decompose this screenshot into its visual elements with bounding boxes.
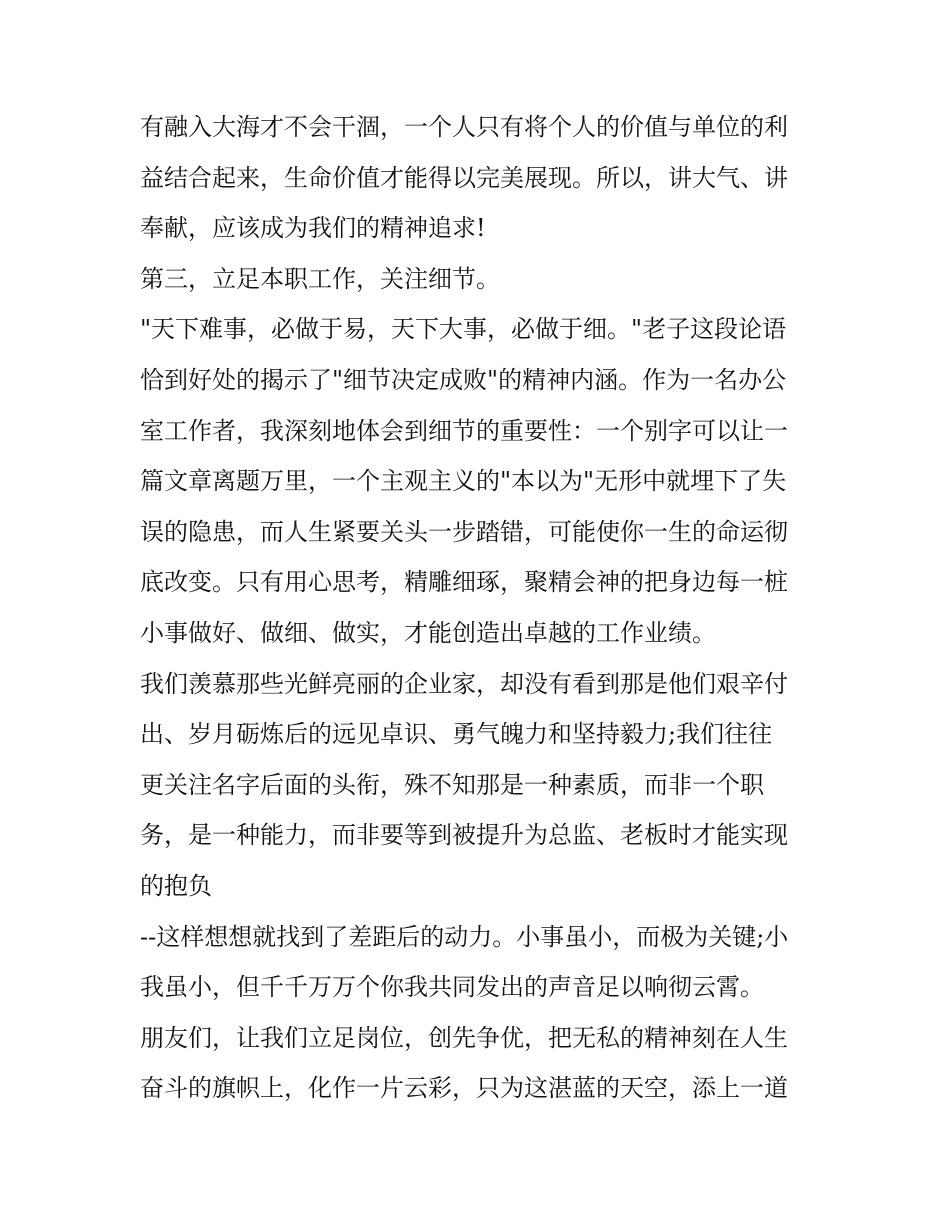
text-line-16: 的抱负 xyxy=(140,871,212,900)
text-line-11: 小事做好、做细、做实，才能创造出卓越的工作业绩。 xyxy=(140,618,716,647)
text-line-15: 务，是一种能力，而非要等到被提升为总监、老板时才能实现 xyxy=(140,821,788,850)
text-line-1: 有融入大海才不会干涸，一个人只有将个人的价值与单位的利 xyxy=(140,113,788,141)
text-line-19: 朋友们，让我们立足岗位，创先争优，把无私的精神刻在人生 xyxy=(140,1023,788,1052)
text-line-18: 我虽小，但千千万万个你我共同发出的声音足以响彻云霄。 xyxy=(140,973,764,1002)
text-line-8: 篇文章离题万里，一个主观主义的"本以为"无形中就埋下了失 xyxy=(140,467,787,496)
text-line-3: 奉献，应该成为我们的精神追求! xyxy=(140,214,486,243)
text-line-5: "天下难事，必做于易，天下大事，必做于细。"老子这段论语 xyxy=(140,315,787,344)
text-line-10: 底改变。只有用心思考，精雕细琢，聚精会神的把身边每一桩 xyxy=(140,568,788,597)
section-heading-3: 第三，立足本职工作，关注细节。 xyxy=(140,264,500,293)
text-line-6: 恰到好处的揭示了"细节决定成败"的精神内涵。作为一名办公 xyxy=(140,365,787,394)
text-line-20: 奋斗的旗帜上，化作一片云彩，只为这湛蓝的天空，添上一道 xyxy=(140,1074,788,1103)
text-line-9: 误的隐患，而人生紧要关头一步踏错，可能使你一生的命运彻 xyxy=(140,517,788,546)
text-line-12: 我们羡慕那些光鲜亮丽的企业家，却没有看到那是他们艰辛付 xyxy=(140,669,788,698)
text-line-13: 出、岁月砺炼后的远见卓识、勇气魄力和坚持毅力;我们往往 xyxy=(140,720,773,749)
text-line-14: 更关注名字后面的头衔，殊不知那是一种素质，而非一个职 xyxy=(140,770,764,799)
text-line-7: 室工作者，我深刻地体会到细节的重要性：一个别字可以让一 xyxy=(140,416,788,445)
text-line-2: 益结合起来，生命价值才能得以完美展现。所以，讲大气、讲 xyxy=(140,163,788,192)
body-text xyxy=(140,102,820,1114)
text-line-17: --这样想想就找到了差距后的动力。小事虽小，而极为关键;小 xyxy=(140,922,789,951)
